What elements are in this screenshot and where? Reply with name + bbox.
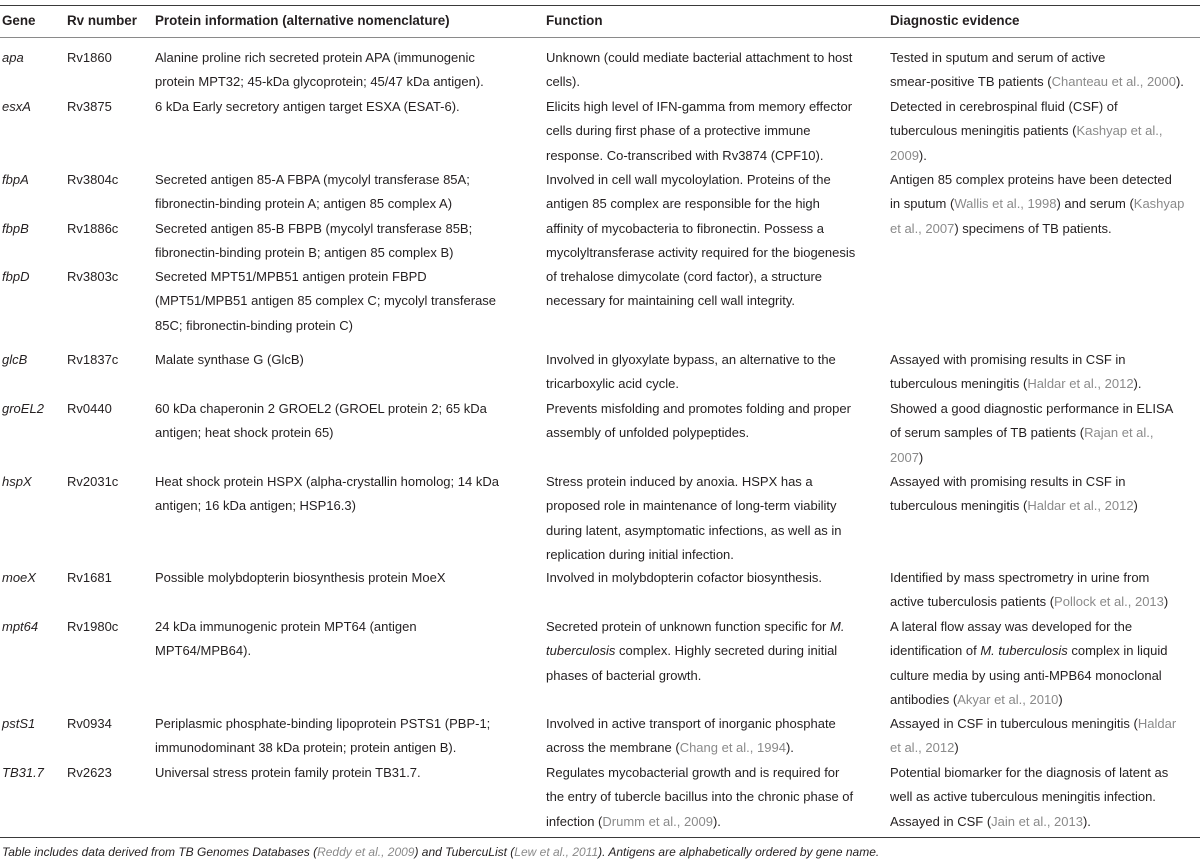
header-protein: Protein information (alternative nomenclature) [155,13,450,28]
evidence-cell: Showed a good diagnostic performance in ELISA of serum samples of TB patients (Rajan et al., 2007) [890,401,1174,465]
evidence-tail: ). [1175,74,1184,90]
citation-link[interactable]: Chang et al., 1994 [679,740,786,756]
rv-cell: Rv3804c [67,172,119,187]
evidence-text: Detected in cerebrospinal fluid (CSF) of tuberculous meningitis patients [890,99,1118,139]
evidence-text: Assayed in CSF in tuberculous meningitis [890,716,1134,731]
protein-cell: Universal stress protein family protein TB31.7. [155,765,421,780]
species-name: M. tuberculosis [546,619,845,659]
citation-link[interactable]: Haldar et al., 2012 [890,716,1177,756]
function-cell: Regulates mycobacterial growth and is required for the entry of tubercle bacillus into the chronic phase of infection (Drumm et al., 2009). [546,765,854,829]
protein-cell: 24 kDa immunogenic protein MPT64 (antigen MPT64/MPB64). [155,619,417,659]
citation-link[interactable]: Akyar et al., 2010 [957,691,1059,707]
evidence-cell: Tested in sputum and serum of active smear-positive TB patients (Chanteau et al., 2000). [890,50,1184,90]
function-cell: Stress protein induced by anoxia. HSPX has a proposed role in maintenance of long-term viability during latent, asymptomatic infections, as well as in replication during initial infection. [546,474,842,562]
citation-link[interactable]: Haldar et al., 2012 [1027,376,1134,392]
citation-link[interactable]: Chanteau et al., 2000 [1051,74,1176,90]
gene-cell: groEL2 [2,401,44,416]
protein-cell: Secreted MPT51/MPB51 antigen protein FBPD (MPT51/MPB51 antigen 85 complex C; mycolyl transferase 85C; fibronectin-binding protein C) [155,269,497,333]
protein-cell: Periplasmic phosphate-binding lipoprotein PSTS1 (PBP-1; immunodominant 38 kDa protein; protein antigen B). [155,716,491,756]
footnote-text: Table includes data derived from TB Genomes Databases [2,845,314,859]
function-cell [546,615,844,688]
gene-cell: mpt64 [2,619,39,634]
function-cell: Involved in active transport of inorganic phosphate across the membrane (Chang et al., 1994). [546,716,836,756]
evidence-text: Potential biomarker for the diagnosis of latent as well as active tuberculous meningitis infection. Assayed in CSF [890,765,1169,829]
evidence-cell: Assayed with promising results in CSF in tuberculous meningitis (Haldar et al., 2012) [890,474,1138,514]
table-footnote: Table includes data derived from TB Genomes Databases (Reddy et al., 2009) and TubercuList (Lew et al., 2011). Antigens are alphabetically ordered by gene name. [2,845,880,859]
protein-cell: Possible molybdopterin biosynthesis protein MoeX [155,570,446,585]
rv-cell: Rv0440 [67,401,112,416]
gene-cell: hspX [2,474,32,489]
citation-link[interactable]: Haldar et al., 2012 [1027,498,1134,514]
citation-link[interactable]: Drumm et al., 2009 [602,813,713,829]
top-rule [0,5,1200,6]
header-rv-number: Rv number [67,13,137,28]
rv-cell: Rv0934 [67,716,112,731]
rv-cell: Rv3875 [67,99,112,114]
function-text: Secreted protein of unknown function specific for [546,619,830,634]
evidence-cell: Identified by mass spectrometry in urine from active tuberculosis patients (Pollock et al., 2013) [890,570,1169,610]
function-text: Regulates mycobacterial growth and is required for the entry of tubercle bacillus into the chronic phase of infection [546,765,854,829]
evidence-text: Assayed with promising results in CSF in tuberculous meningitis [890,474,1126,514]
gene-cell: glcB [2,352,28,367]
protein-cell: Alanine proline rich secreted protein APA (immunogenic protein MPT32; 45-kDa glycoprotein; 45/47 kDa antigen). [155,50,484,90]
bottom-rule [0,837,1200,838]
footnote-text: ). Antigens are alphabetically ordered by gene name. [598,845,880,859]
protein-cell: Secreted antigen 85-A FBPA (mycolyl transferase 85A; fibronectin-binding protein A; antigen 85 complex A) [155,172,470,212]
function-text: complex. Highly secreted during initial phases of bacterial growth. [546,643,838,683]
citation-link[interactable]: Lew et al., 2011 [514,845,599,859]
gene-cell: fbpD [2,269,30,284]
function-text: Involved in active transport of inorganic phosphate across the membrane [546,716,836,756]
citation-link[interactable]: Kashyap et al., 2009 [890,123,1163,163]
gene-cell: pstS1 [2,716,36,731]
evidence-tail: ) [1163,594,1169,610]
evidence-tail: ). [1133,376,1142,392]
evidence-text: ) and serum [1056,196,1130,212]
header-gene: Gene [2,13,36,28]
evidence-tail: ) [954,740,959,756]
protein-cell: Malate synthase G (GlcB) [155,352,304,367]
citation-link[interactable]: Pollock et al., 2013 [1054,594,1164,610]
evidence-text: Showed a good diagnostic performance in ELISA of serum samples of TB patients [890,401,1174,441]
evidence-text: A lateral flow assay was developed for the identification of [890,619,1133,659]
evidence-cell: Assayed with promising results in CSF in tuberculous meningitis (Haldar et al., 2012). [890,352,1142,392]
function-tail: ). [712,813,721,829]
gene-cell: TB31.7 [2,765,44,780]
gene-cell: apa [2,50,24,65]
evidence-tail: ). [1082,813,1091,829]
function-cell: Prevents misfolding and promotes folding and proper assembly of unfolded polypeptides. [546,401,851,441]
citation-link[interactable]: Rajan et al., 2007 [890,425,1154,465]
rv-cell: Rv1837c [67,352,119,367]
evidence-tail: ) specimens of TB patients. [954,220,1112,236]
citation-link[interactable]: Wallis et al., 1998 [954,196,1057,212]
header-rule [0,37,1200,38]
evidence-tail: ). [918,147,927,163]
evidence-cell: Potential biomarker for the diagnosis of latent as well as active tuberculous meningitis infection. Assayed in CSF (Jain et al., 2013). [890,765,1169,829]
gene-cell: esxA [2,99,31,114]
header-function: Function [546,13,603,28]
evidence-cell: A lateral flow assay was developed for the identification of M. tuberculosis complex in liquid culture media by using anti-MPB64 monoclonal antibodies (Akyar et al., 2010) [890,619,1168,707]
rv-cell: Rv1860 [67,50,112,65]
evidence-tail: ) [918,449,924,465]
function-cell: Involved in glyoxylate bypass, an alternative to the tricarboxylic acid cycle. [546,352,836,392]
protein-cell: Heat shock protein HSPX (alpha-crystallin homolog; 14 kDa antigen; 16 kDa antigen; HSP16.3) [155,474,499,514]
species-name: M. tuberculosis [980,643,1068,659]
protein-cell: 6 kDa Early secretory antigen target ESXA (ESAT-6). [155,99,460,114]
citation-link[interactable]: Kashyap et al., 2007 [890,196,1185,236]
evidence-cell: Detected in cerebrospinal fluid (CSF) of tuberculous meningitis patients (Kashyap et al., 2009). [890,99,1163,163]
gene-cell: fbpB [2,221,29,236]
protein-cell: Secreted antigen 85-B FBPB (mycolyl transferase 85B; fibronectin-binding protein B; antigen 85 complex B) [155,221,473,261]
evidence-tail: ) [1133,498,1138,514]
gene-cell: fbpA [2,172,29,187]
function-cell: Involved in molybdopterin cofactor biosynthesis. [546,570,823,585]
evidence-text: complex in liquid culture media by using anti-MPB64 monoclonal antibodies [890,643,1168,707]
function-cell: Elicits high level of IFN-gamma from memory effector cells during first phase of a protective immune response. Co-transcribed with Rv3874 (CPF10). [546,99,853,163]
evidence-tail: ) [1058,691,1063,707]
evidence-text: Assayed with promising results in CSF in tuberculous meningitis [890,352,1126,392]
evidence-text: Tested in sputum and serum of active smear-positive TB patients [890,50,1106,90]
protein-cell: 60 kDa chaperonin 2 GROEL2 (GROEL protein 2; 65 kDa antigen; heat shock protein 65) [155,401,487,441]
function-tail: ). [785,740,794,756]
citation-link[interactable]: Jain et al., 2013 [991,813,1083,829]
function-cell: Unknown (could mediate bacterial attachment to host cells). [546,50,853,90]
citation-link[interactable]: Reddy et al., 2009 [317,845,415,859]
evidence-text: Antigen 85 complex proteins have been detected in sputum [890,172,1172,212]
evidence-cell: Assayed in CSF in tuberculous meningitis (Haldar et al., 2012) [890,716,1177,756]
rv-cell: Rv1681 [67,570,112,585]
rv-cell: Rv1886c [67,221,119,236]
rv-cell: Rv3803c [67,269,119,284]
rv-cell: Rv2031c [67,474,119,489]
footnote-text: ) and TubercuList [414,845,511,859]
evidence-cell: Antigen 85 complex proteins have been detected in sputum (Wallis et al., 1998) and serum (Kashyap et al., 2007) specimens of TB patients. [890,172,1185,236]
rv-cell: Rv1980c [67,619,119,634]
gene-cell: moeX [2,570,36,585]
header-evidence: Diagnostic evidence [890,13,1020,28]
rv-cell: Rv2623 [67,765,112,780]
evidence-text: Identified by mass spectrometry in urine from active tuberculosis patients [890,570,1150,610]
function-cell: Involved in cell wall mycoloylation. Proteins of the antigen 85 complex are responsible for the high affinity of mycobacteria to fibronectin. Possess a mycolyltransferase activity required for the biogenesis of trehalose dimycolate (cord factor), a structure necessary for maintaining cell wall integrity. [546,172,856,309]
